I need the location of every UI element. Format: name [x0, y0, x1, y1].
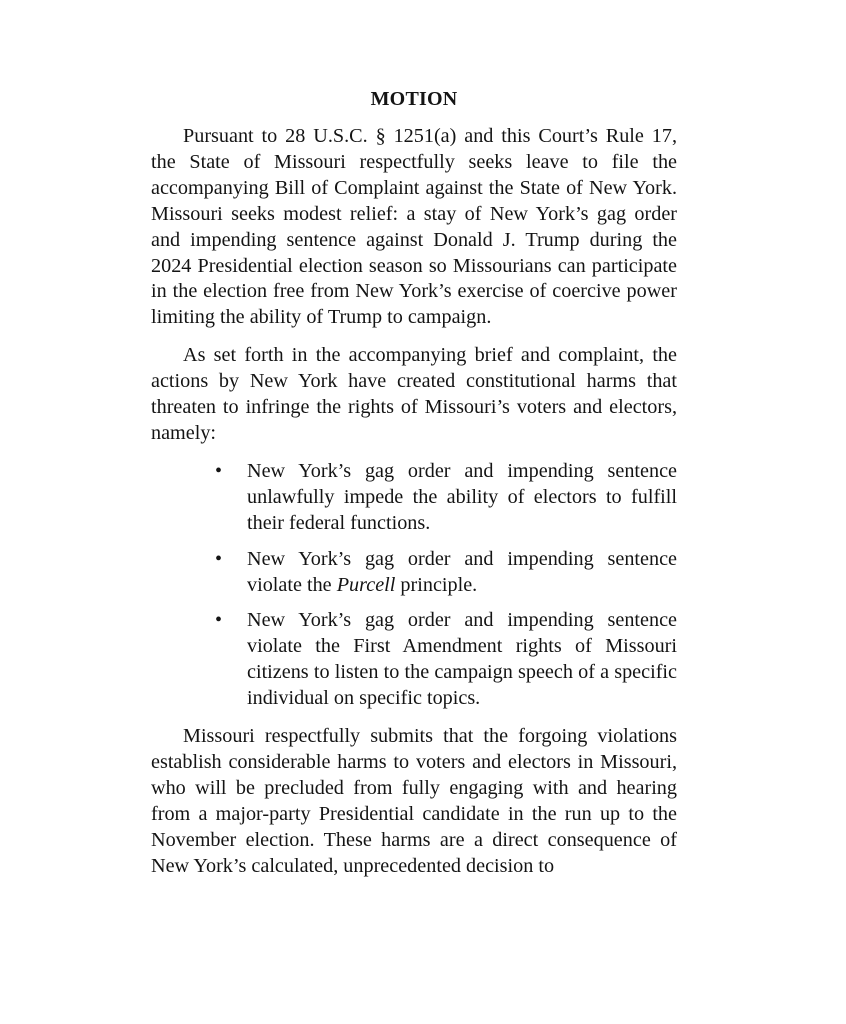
paragraph-intro: Pursuant to 28 U.S.C. § 1251(a) and this Court’s Rule 17, the State of Missouri respectfully seeks leave to file the accompanying Bill of Complaint against the State of New York. Missouri seeks modest relief: a stay of New York’s gag order and impending sentence against Donald J. Trump during the 2024 Presidential election season so Missourians can participate in the election free from New York’s exercise of coercive power limiting the ability of Trump to campaign. — [151, 125, 677, 329]
list-item — [151, 547, 677, 599]
list-item-text-part: New York’s gag order and impending sentence violate the — [247, 547, 677, 596]
page-title: MOTION — [370, 88, 458, 110]
paragraph-harms: As set forth in the accompanying brief and complaint, the actions by New York have created constitutional harms that threaten to infringe the rights of Missouri’s voters and electors, namely: — [151, 344, 677, 444]
bullet-icon: • — [215, 547, 223, 570]
paragraph-conclusion: Missouri respectfully submits that the forgoing violations establish considerable harms to voters and electors in Missouri, who will be precluded from fully engaging with and hearing from a major-party Presidential candidate in the run up to the November election. These harms are a direct consequence of New York’s calculated, unprecedented decision to — [151, 725, 677, 877]
bullet-icon: • — [215, 609, 223, 632]
list-item — [151, 459, 677, 537]
list-item — [151, 608, 677, 712]
document-page — [151, 86, 677, 879]
case-name: Purcell — [336, 573, 396, 596]
bullet-icon: • — [215, 459, 223, 482]
list-item-text: New York’s gag order and impending sentence unlawfully impede the ability of electors to fulfill their federal functions. — [247, 459, 677, 534]
list-item-text: New York’s gag order and impending sentence violate the First Amendment rights of Missouri citizens to listen to the campaign speech of a specific individual on specific topics. — [247, 609, 677, 710]
list-item-text — [247, 548, 677, 596]
harms-list — [151, 459, 677, 712]
list-item-text-part: principle. — [395, 573, 478, 596]
